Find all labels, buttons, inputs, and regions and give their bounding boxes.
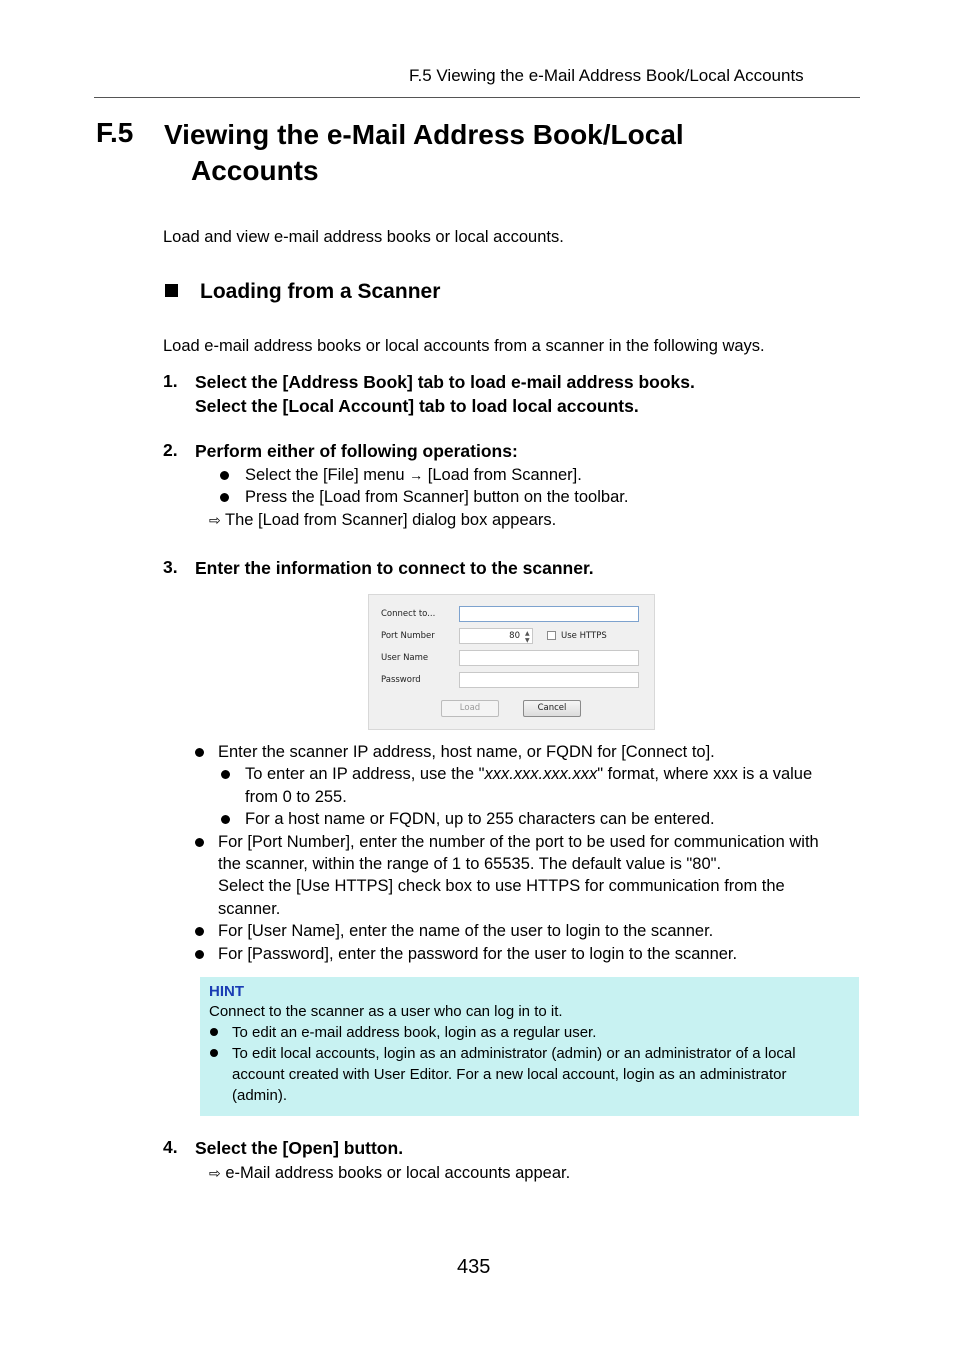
step-2-result	[209, 511, 556, 530]
step-4-result-text: e-Mail address books or local accounts appear.	[225, 1164, 571, 1182]
step-2-result-text: The [Load from Scanner] dialog box appears.	[225, 511, 557, 529]
step-2-bullet-1-part1: Select the [File] menu	[245, 466, 405, 484]
detail-port-line4: scanner.	[218, 900, 281, 918]
step-2-number: 2.	[163, 440, 178, 460]
user-name-input[interactable]	[459, 650, 639, 666]
port-number-input[interactable]: 80	[459, 628, 533, 644]
connect-to-input[interactable]	[459, 606, 639, 622]
password-input[interactable]	[459, 672, 639, 688]
load-from-scanner-dialog	[368, 594, 655, 730]
section-title	[164, 117, 804, 189]
cancel-button[interactable]: Cancel	[523, 700, 581, 717]
result-arrow-icon: ⇨	[209, 1165, 221, 1181]
use-https-label: Use HTTPS	[561, 631, 607, 641]
bullet-icon	[220, 493, 229, 502]
step-3-number: 3.	[163, 557, 178, 577]
detail-port-line1: For [Port Number], enter the number of the port to be used for communication with	[218, 833, 819, 851]
hint-item-2-line2: account created with User Editor. For a new local account, login as an administrator	[232, 1066, 787, 1083]
detail-password: For [Password], enter the password for the user to login to the scanner.	[218, 945, 738, 963]
bullet-icon	[220, 471, 229, 480]
hint-label: HINT	[209, 983, 244, 1000]
load-button[interactable]: Load	[441, 700, 499, 717]
use-https-checkbox[interactable]	[547, 631, 556, 640]
user-name-label: User Name	[381, 653, 429, 663]
port-number-label: Port Number	[381, 631, 435, 641]
step-1-line1: Select the [Address Book] tab to load e-mail address books.	[195, 372, 695, 392]
header-rule	[94, 97, 860, 98]
detail-user-name: For [User Name], enter the name of the user to login to the scanner.	[218, 922, 714, 940]
subsection-title: Loading from a Scanner	[200, 280, 441, 303]
step-1-number: 1.	[163, 371, 178, 391]
detail-ip-format-pattern: xxx.xxx.xxx.xxx	[484, 765, 598, 783]
bullet-icon	[195, 748, 204, 757]
bullet-icon	[221, 815, 230, 824]
step-4-text: Select the [Open] button.	[195, 1138, 404, 1158]
hint-item-1: To edit an e-mail address book, login as a regular user.	[232, 1024, 597, 1041]
right-arrow-icon: →	[409, 467, 424, 483]
step-2-bullet-2: Press the [Load from Scanner] button on the toolbar.	[245, 488, 629, 506]
page-number: 435	[457, 1256, 491, 1278]
bullet-icon	[195, 838, 204, 847]
section-title-line2: Accounts	[191, 155, 319, 186]
step-2-bullet-1	[245, 466, 582, 485]
step-1-text	[195, 370, 695, 418]
hint-item-2-line1: To edit local accounts, login as an administrator (admin) or an administrator of a local	[232, 1045, 796, 1062]
step-2-text: Perform either of following operations:	[195, 441, 518, 461]
hint-intro: Connect to the scanner as a user who can log in to it.	[209, 1003, 563, 1020]
sub-intro-text: Load e-mail address books or local accounts from a scanner in the following ways.	[163, 337, 765, 355]
bullet-icon	[195, 950, 204, 959]
square-bullet-icon	[165, 284, 178, 297]
section-number: F.5	[96, 117, 134, 148]
step-4-number: 4.	[163, 1137, 178, 1157]
detail-ip-format	[245, 765, 812, 784]
bullet-icon	[210, 1049, 218, 1057]
hint-item-2-line3: (admin).	[232, 1087, 288, 1104]
bullet-icon	[221, 770, 230, 779]
intro-text: Load and view e-mail address books or local accounts.	[163, 228, 564, 246]
step-1-line2: Select the [Local Account] tab to load local accounts.	[195, 396, 639, 416]
detail-port-line3: Select the [Use HTTPS] check box to use HTTPS for communication from the	[218, 877, 785, 895]
detail-ip-format-post: " format, where xxx is a value	[597, 765, 813, 783]
step-4-result	[209, 1164, 570, 1183]
detail-port-line2: the scanner, within the range of 1 to 65535. The default value is "80".	[218, 855, 722, 873]
running-header: F.5 Viewing the e-Mail Address Book/Local Accounts	[409, 66, 804, 85]
step-2-bullet-1-part2: [Load from Scanner].	[427, 466, 582, 484]
spin-arrows-icon[interactable]: ▲ ▼	[525, 630, 530, 644]
connect-to-label: Connect to...	[381, 609, 436, 619]
step-3-text: Enter the information to connect to the scanner.	[195, 558, 594, 578]
bullet-icon	[195, 927, 204, 936]
hint-box	[200, 977, 859, 1116]
bullet-icon	[210, 1028, 218, 1036]
detail-ip-format-line2: from 0 to 255.	[245, 788, 347, 806]
password-label: Password	[381, 675, 421, 685]
result-arrow-icon: ⇨	[209, 512, 221, 528]
detail-connect-to: Enter the scanner IP address, host name, or FQDN for [Connect to].	[218, 743, 715, 761]
section-title-line1: Viewing the e-Mail Address Book/Local	[164, 119, 684, 150]
detail-host-name: For a host name or FQDN, up to 255 characters can be entered.	[245, 810, 715, 828]
detail-ip-format-pre: To enter an IP address, use the "	[245, 765, 485, 783]
